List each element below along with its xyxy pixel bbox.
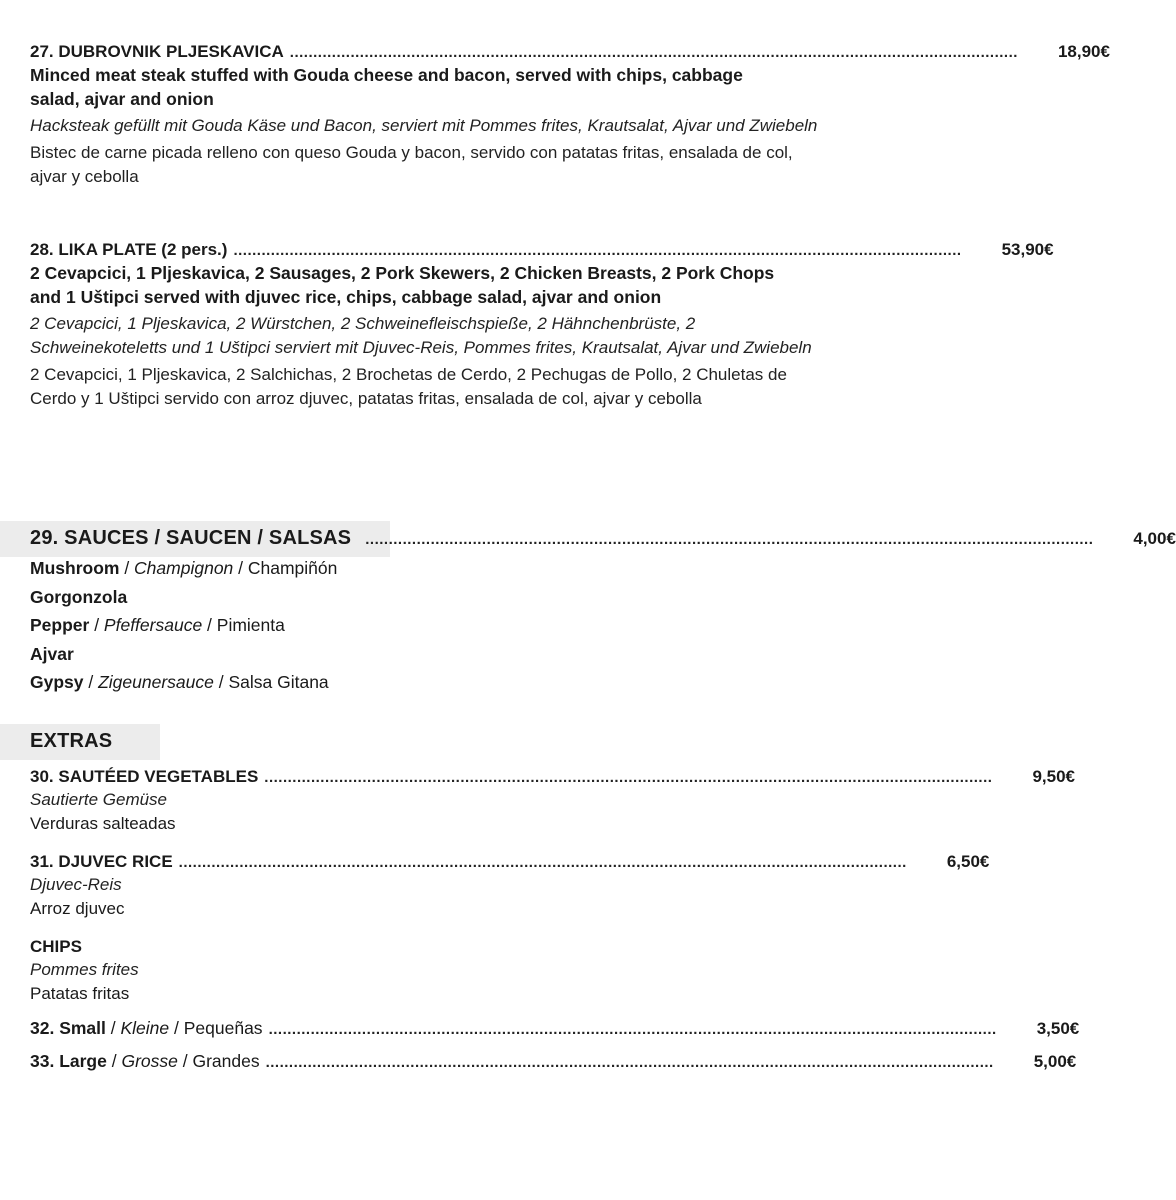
sauce-item: Ajvar [30,644,74,664]
menu-item-27 [30,42,1110,189]
chips-item [30,937,820,1006]
sauce-item: Mushroom / Champignon / Champiñón [30,558,338,578]
menu-item-33 [30,1051,1077,1072]
menu-item-32 [30,1018,1080,1039]
sauce-item: Pepper / Pfeffersauce / Pimienta [30,615,285,635]
item-title: CHIPS [30,937,82,956]
item-title: 33. Large / Grosse / Grandes [30,1051,260,1071]
dot-leader: ............................................................................................................................................................ [268,1021,997,1038]
dot-leader: ............................................................................................................................................................ [264,769,993,786]
menu-item-28 [30,240,1054,411]
sauces-header [30,527,1176,550]
item-description-es: Bistec de carne picada relleno con queso Gouda y bacon, servido con patatas fritas, ensalada de col, ajvar y cebolla [30,143,793,186]
item-price: 18,90€ [1057,42,1110,61]
menu-item-30 [30,767,1075,836]
item-title: 32. Small / Kleine / Pequeñas [30,1018,263,1038]
item-description-es: Verduras salteadas [30,814,176,833]
item-description-de: 2 Cevapcici, 1 Pljeskavica, 2 Würstchen, 2 Schweinefleischspieße, 2 Hähnchenbrüste, 2 Schweinekoteletts und 1 Uštipci serviert mit Djuvec-Reis, Pommes frites, Krautsalat, Ajvar und Zwiebeln [30,314,812,357]
item-title: 30. SAUTÉED VEGETABLES [30,767,259,786]
sauce-item: Gorgonzola [30,587,128,607]
extras-heading: EXTRAS [30,730,113,752]
item-description-de: Hacksteak gefüllt mit Gouda Käse und Bacon, serviert mit Pommes frites, Krautsalat, Ajvar und Zwiebeln [30,116,818,135]
item-title: 28. LIKA PLATE (2 pers.) [30,240,228,259]
menu-item-31 [30,852,990,921]
item-price: 9,50€ [1032,767,1075,786]
item-description-es: 2 Cevapcici, 1 Pljeskavica, 2 Salchichas, 2 Brochetas de Cerdo, 2 Pechugas de Pollo, 2 Chuletas de Cerdo y 1 Uštipci servido con arroz djuvec, patatas fritas, ensalada de col, ajvar y cebolla [30,365,787,408]
item-description-de: Sautierte Gemüse [30,790,168,809]
item-description-en: Minced meat steak stuffed with Gouda cheese and bacon, served with chips, cabbage salad, ajvar and onion [30,65,743,109]
section-title: 29. SAUCES / SAUCEN / SALSAS [30,527,352,549]
section-price: 4,00€ [1133,529,1176,548]
item-title: 31. DJUVEC RICE [30,852,173,871]
item-description-de: Djuvec-Reis [30,875,122,894]
item-title: 27. DUBROVNIK PLJESKAVICA [30,42,284,61]
item-description-es: Patatas fritas [30,984,130,1003]
item-price: 53,90€ [1001,240,1054,259]
item-description-en: 2 Cevapcici, 1 Pljeskavica, 2 Sausages, 2 Pork Skewers, 2 Chicken Breasts, 2 Pork Chops and 1 Uštipci served with djuvec rice, chips, cabbage salad, ajvar and onion [30,263,775,307]
item-price: 5,00€ [1033,1052,1077,1071]
item-description-de: Pommes frites [30,960,139,979]
dot-leader: ............................................................................................................................................................ [178,854,907,871]
sauce-item: Gypsy / Zigeunersauce / Salsa Gitana [30,672,329,692]
item-price: 3,50€ [1036,1019,1080,1038]
dot-leader: ............................................................................................................................................................ [365,531,1094,548]
item-description-es: Arroz djuvec [30,899,125,918]
dot-leader: ............................................................................................................................................................ [265,1054,994,1071]
dot-leader: ............................................................................................................................................................ [233,242,962,259]
item-price: 6,50€ [946,852,990,871]
dot-leader: ............................................................................................................................................................ [289,44,1018,61]
